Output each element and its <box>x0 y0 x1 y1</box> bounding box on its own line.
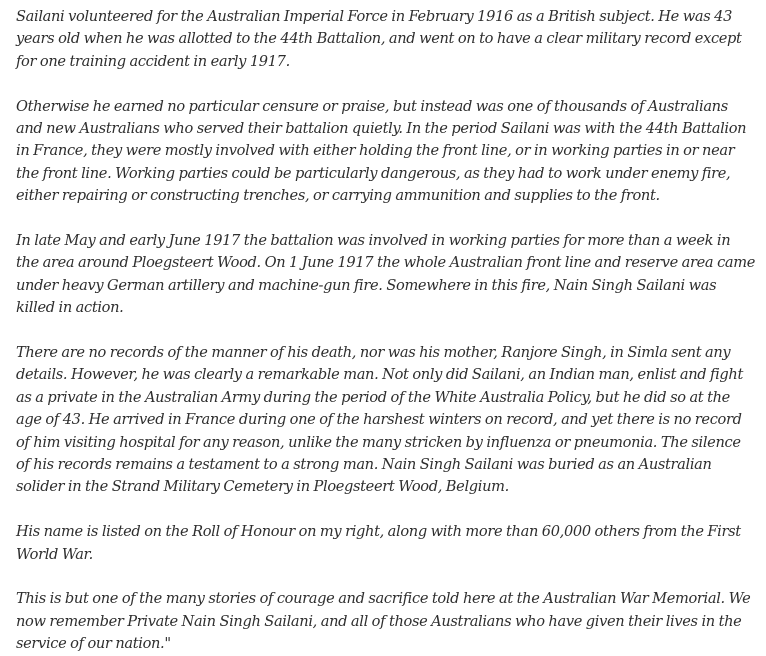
paragraph-service: Otherwise he earned no particular censure or praise, but instead was one of thousands of Australians and new Australians who served their battalion quietly. In the period Sailani was with the 44th Battalion in France, they were mostly involved with either holding the front line, or in working parties in or near the front line. Working parties could be particularly dangerous, as they had to work under enemy fire, either repairing or constructing trenches, or carrying ammunition and supplies to the front. <box>16 97 747 205</box>
paragraph-legacy: There are no records of the manner of his death, nor was his mother, Ranjore Singh, in Simla sent any details. However, he was clearly a remarkable man. Not only did Sailani, an Indian man, enlist and fight as a private in the Australian Army during the period of the White Australia Policy, but he did so at the age of 43. He arrived in France during one of the harshest winters on record, and yet there is no record of him visiting hospital for any reason, unlike the many stricken by influenza or pneumonia. The silence of his records remains a testament to a strong man. Nain Singh Sailani was buried as an Australian solider in the Strand Military Cemetery in Ploegsteert Wood, Belgium. <box>16 344 743 496</box>
paragraph-enlistment: Sailani volunteered for the Australian Imperial Force in February 1916 as a British subject. He was 43 years old when he was allotted to the 44th Battalion, and went on to have a clear military record except for one training accident in early 1917. <box>16 8 742 70</box>
paragraph-death: In late May and early June 1917 the battalion was involved in working parties for more than a week in the area around Ploegsteert Wood. On 1 June 1917 the whole Australian front line and reserve area came under heavy German artillery and machine-gun fire. Somewhere in this fire, Nain Singh Sailani was killed in action. <box>16 232 756 317</box>
paragraph-roll-of-honour: His name is listed on the Roll of Honour on my right, along with more than 60,000 others from the First World War. <box>16 523 741 563</box>
paragraph-remembrance: This is but one of the many stories of courage and sacrifice told here at the Australian War Memorial. We now remember Private Nain Singh Sailani, and all of those Australians who have given their lives in the service of our nation." <box>16 590 751 653</box>
